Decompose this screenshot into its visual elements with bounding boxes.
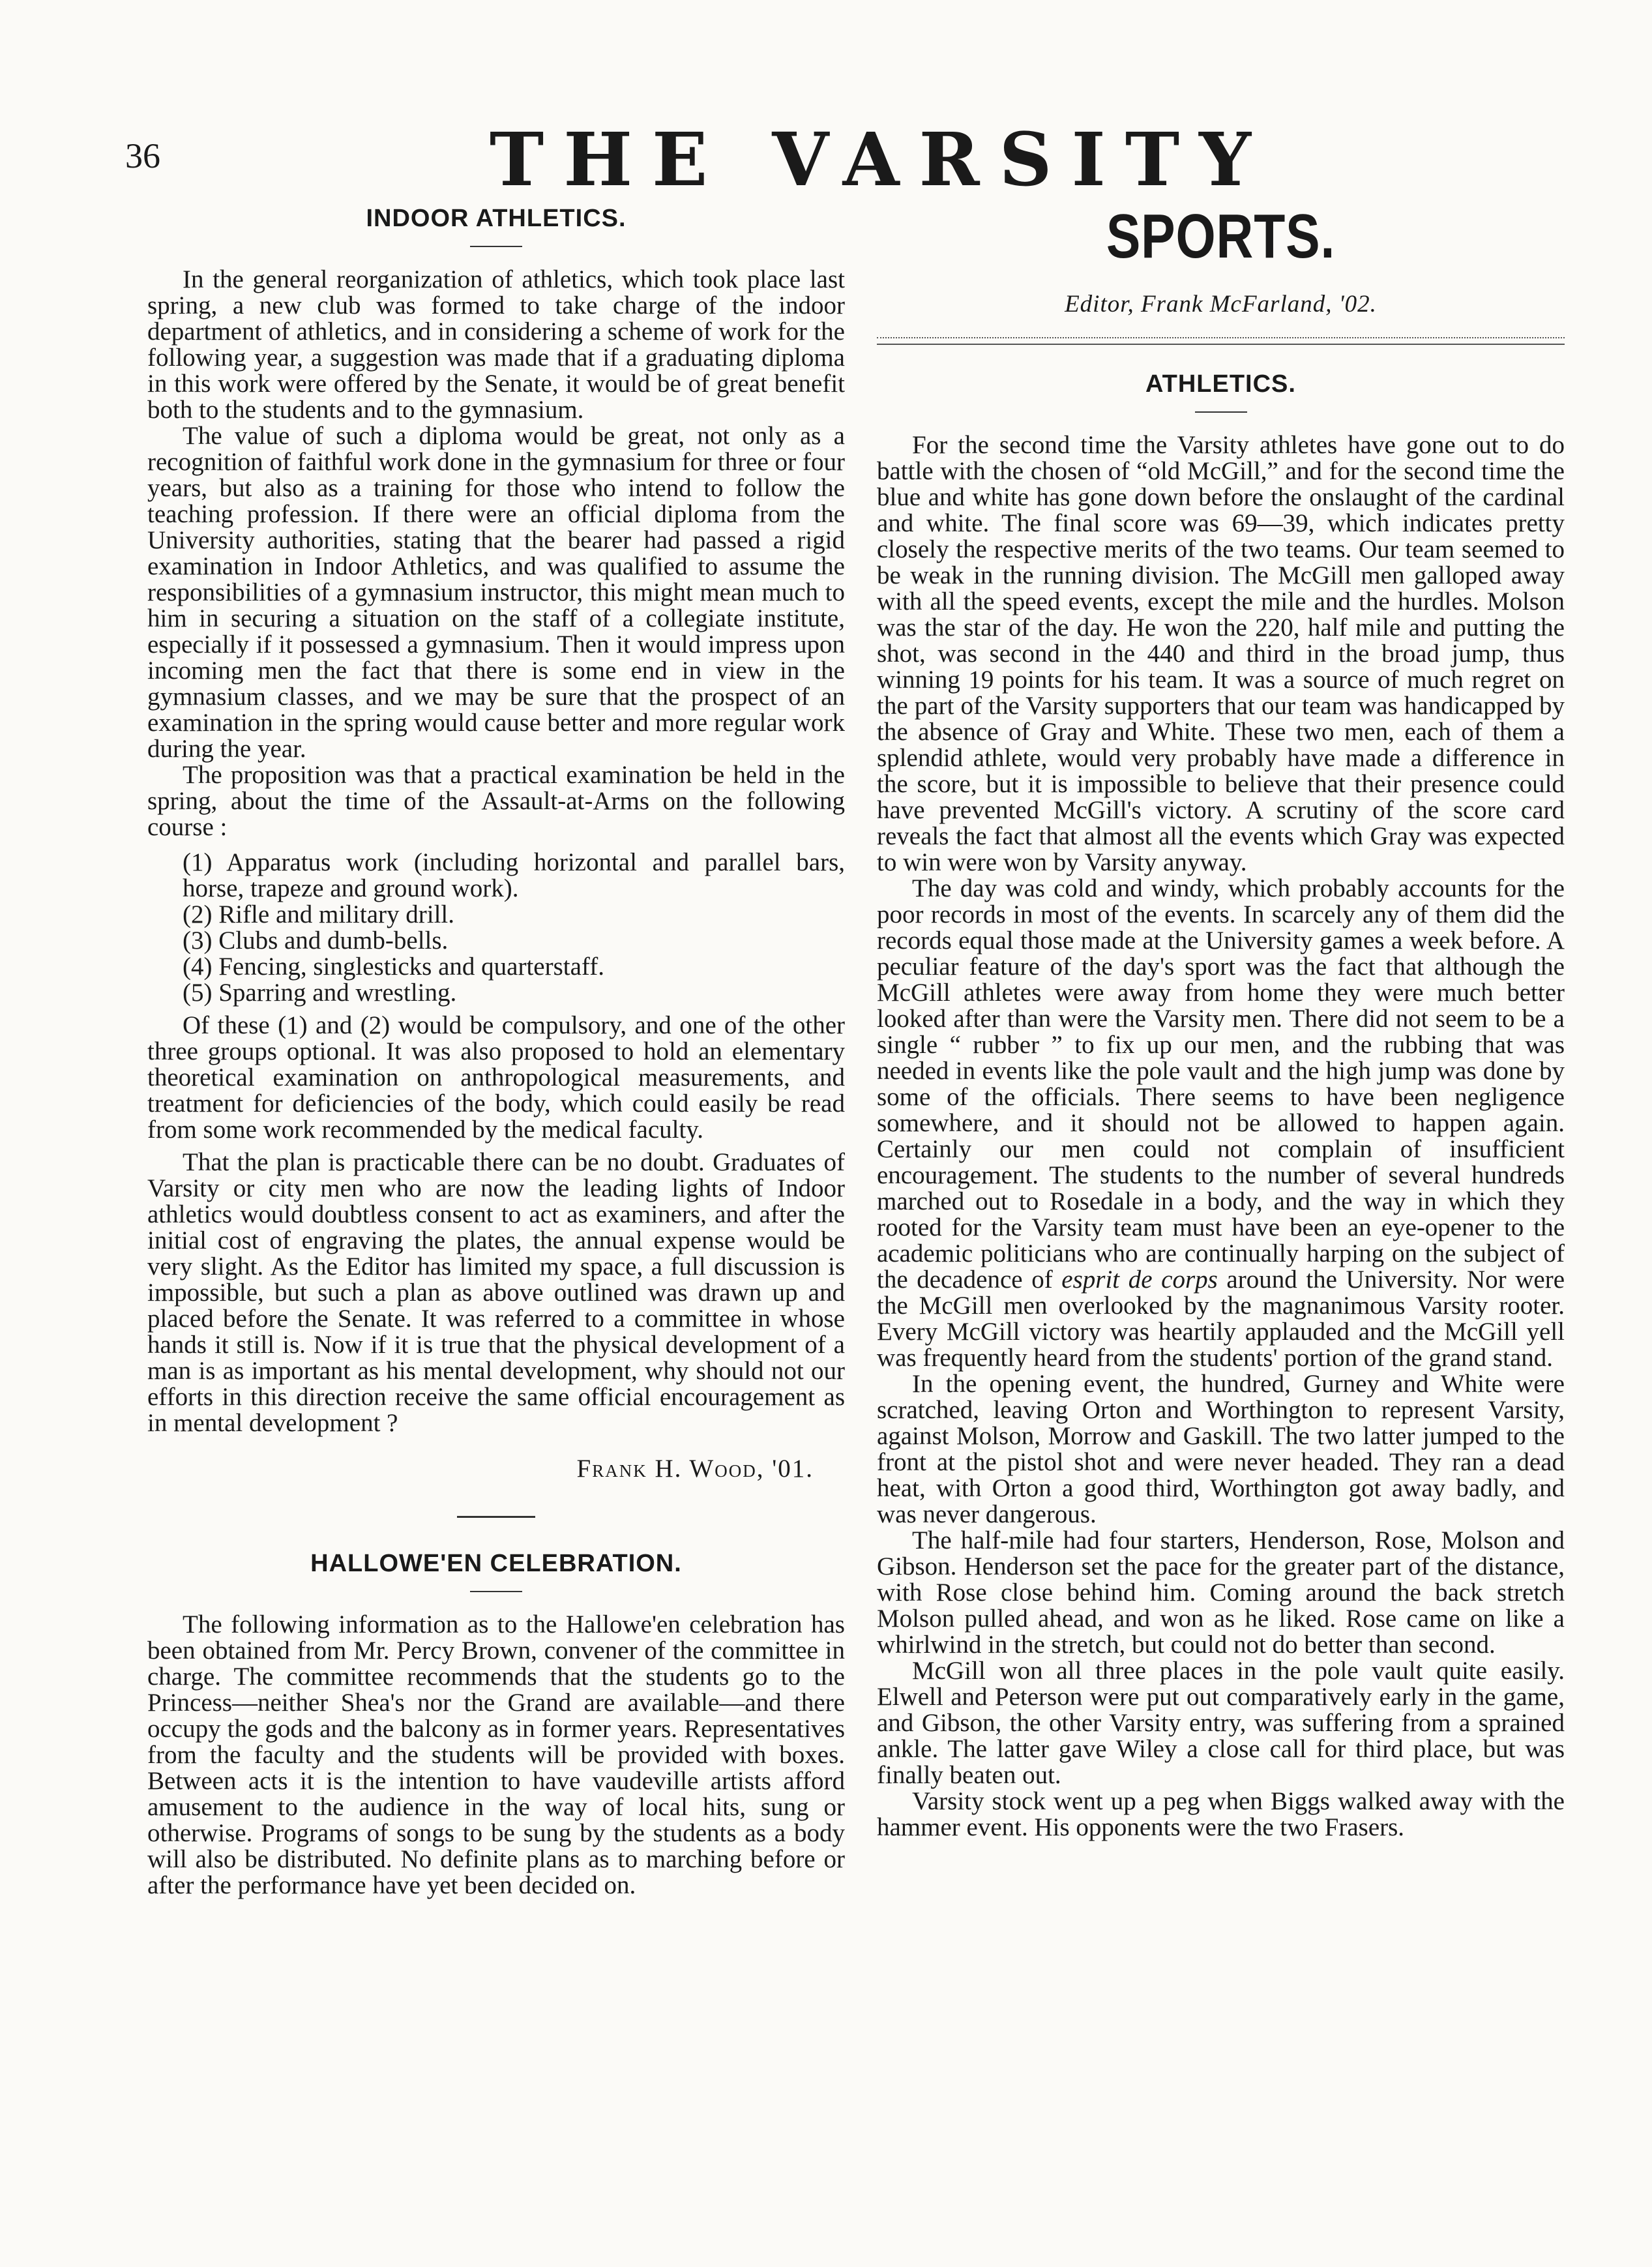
article-paragraph: Of these (1) and (2) would be compulsory, and one of the other three groups optional. It was also proposed to hold an elementary theoretical examination on anthropological measurements, and treatment for deficiencies of the body, which could easily be read from some work recommended by the medical faculty. <box>147 1011 845 1144</box>
article-paragraph: Varsity stock went up a peg when Biggs walked away with the hammer event. His opponents were the two Frasers. <box>877 1787 1565 1841</box>
article-paragraph: McGill won all three places in the pole vault quite easily. Elwell and Peterson were put out comparatively early in the game, and Gibson, the other Varsity entry, was suffering from a sprained ankle. The latter gave Wiley a close call for third place, but was finally beaten out. <box>877 1657 1565 1789</box>
masthead-title: THE VARSITY <box>489 117 1271 203</box>
section-divider <box>457 1516 535 1518</box>
article-paragraph: In the opening event, the hundred, Gurney and White were scratched, leaving Orton and Worthington to represent Varsity, against Molson, Morrow and Gaskill. The two latter jumped to the front at the pistol shot and were never headed. They ran a dead heat, with Orton a good third, Worthington got away badly, and was never dangerous. <box>877 1370 1565 1528</box>
indoor-athletics-heading: INDOOR ATHLETICS. <box>366 205 627 232</box>
author-signature: Frank H. Wood, '01. <box>576 1455 814 1483</box>
article-paragraph <box>877 876 1565 1371</box>
editor-credit: Editor, Frank McFarland, '02. <box>1065 291 1377 318</box>
athletics-heading: ATHLETICS. <box>1145 370 1296 398</box>
paragraph-text: around the University. Nor were the McGill men overlooked by the magnanimous Varsity rooter. Every McGill victory was heartily applauded and the McGill yell was frequently heard from the students' portion of the grand stand. <box>877 1266 1565 1372</box>
halloween-heading: HALLOWE'EN CELEBRATION. <box>310 1550 682 1577</box>
article-paragraph: In the general reorganization of athletics, which took place last spring, a new club was formed to take charge of the indoor department of athletics, and in considering a scheme of work for the following year, a suggestion was made that if a graduating diploma in this work were offered by the Senate, it would be of great benefit both to the students and to the gymnasium. <box>147 265 845 424</box>
article-paragraph: The value of such a diploma would be great, not only as a recognition of faithful work done in the gymnasium for three or four years, but also as a training for those who intend to follow the teaching profession. If there were an official diploma from the University authorities, stating that the bearer had passed a rigid examination in Indoor Athletics, and was qualified to assume the responsibilities of a gymnasium instructor, this might mean much to him in securing a situation on the staff of a collegiate institute, especially if it possessed a gymnasium. Then it would impress upon incoming men the fact that there is some end in view in the gymnasium classes, and we may be sure that the prospect of an examination in the spring would cause better and more regular work during the year. <box>147 422 845 763</box>
paragraph-text: The day was cold and windy, which probably accounts for the poor records in most of the events. In scarcely any of them did the records equal those made at the University games a week before. A peculiar feature of the day's sport was the fact that although the McGill athletes were away from home they were much better looked after than were the Varsity men. There did not seem to be a single “ rubber ” to fix up our men, and the rubbing that was needed in events like the pole vault and the high jump was done by some of the officials. There seems to have been negligence somewhere, and it should not be allowed to happen again. Certainly our men could not complain of insufficient encouragement. The students to the number of several hundreds marched out to Rosedale in a body, and the way in which they rooted for the Varsity team must have been an eye-opener to the academic politicians who are continually harping on the subject of the decadence of <box>877 874 1565 1294</box>
article-paragraph: The half-mile had four starters, Henderson, Rose, Molson and Gibson. Henderson set the pace for the greater part of the distance, with Rose close behind him. Coming around the back stretch Molson pulled ahead, and won as he liked. Rose came on like a whirlwind in the stretch, but could not do better than second. <box>877 1526 1565 1659</box>
sports-title: SPORTS. <box>1106 201 1336 271</box>
course-list-item: (3) Clubs and dumb-bells. <box>183 926 449 955</box>
article-paragraph: That the plan is practicable there can be no doubt. Graduates of Varsity or city men who are now the leading lights of Indoor athletics would doubtless consent to act as examiners, and after the initial cost of engraving the plates, the annual expense would be very slight. As the Editor has limited my space, a full discussion is impossible, but such a plan as above outlined was drawn up and placed before the Senate. It was referred to a committee in whose hands it still is. Now if it is true that the physical development of a man is as important as his mental development, why should not our efforts in this direction receive the same official encouragement as in mental development ? <box>147 1148 845 1437</box>
course-list-item: (5) Sparring and wrestling. <box>183 979 457 1007</box>
heading-rule <box>470 246 522 247</box>
right-column <box>877 201 1565 1841</box>
course-list-item: (1) Apparatus work (including horizontal and parallel bars, horse, trapeze and ground work). <box>183 848 845 902</box>
italic-phrase: esprit de corps <box>1061 1266 1218 1294</box>
course-list-item: (2) Rifle and military drill. <box>183 900 454 928</box>
page-number: 36 <box>125 136 160 175</box>
left-column <box>147 205 845 1899</box>
heading-rule <box>1195 411 1247 413</box>
article-paragraph: The following information as to the Hallowe'en celebration has been obtained from Mr. Percy Brown, convener of the committee in charge. The committee recommends that the students go to the Princess—neither Shea's nor the Grand are available—and there occupy the gods and the balcony as in former years. Representatives from the faculty and the students will be provided with boxes. Between acts it is the intention to have vaudeville artists afford amusement to the audience in the way of local hits, sung or otherwise. Programs of songs to be sung by the students as a body will also be distributed. No definite plans as to marching before or after the performance have yet been decided on. <box>147 1610 845 1899</box>
course-list-item: (4) Fencing, singlesticks and quarterstaff. <box>183 953 604 981</box>
article-paragraph: For the second time the Varsity athletes have gone out to do battle with the chosen of “old McGill,” and for the second time the blue and white has gone down before the onslaught of the cardinal and white. The final score was 69—39, which indicates pretty closely the respective merits of the two teams. Our team seemed to be weak in the running division. The McGill men galloped away with all the speed events, except the mile and the hurdles. Molson was the star of the day. He won the 220, half mile and putting the shot, was second in the 440 and third in the broad jump, thus winning 19 points for his team. It was a source of much regret on the part of the Varsity supporters that our team was handicapped by the absence of Gray and White. These two men, each of them a splendid athlete, would very probably have made a difference in the score, but it is impossible to believe that their presence could have prevented McGill's victory. A scrutiny of the score card reveals the fact that almost all the events which Gray was expected to win were won by Varsity anyway. <box>877 431 1565 876</box>
article-paragraph: The proposition was that a practical examination be held in the spring, about the time of the Assault-at-Arms on the following course : <box>147 761 845 841</box>
heading-rule <box>470 1591 522 1592</box>
double-rule <box>877 337 1565 345</box>
